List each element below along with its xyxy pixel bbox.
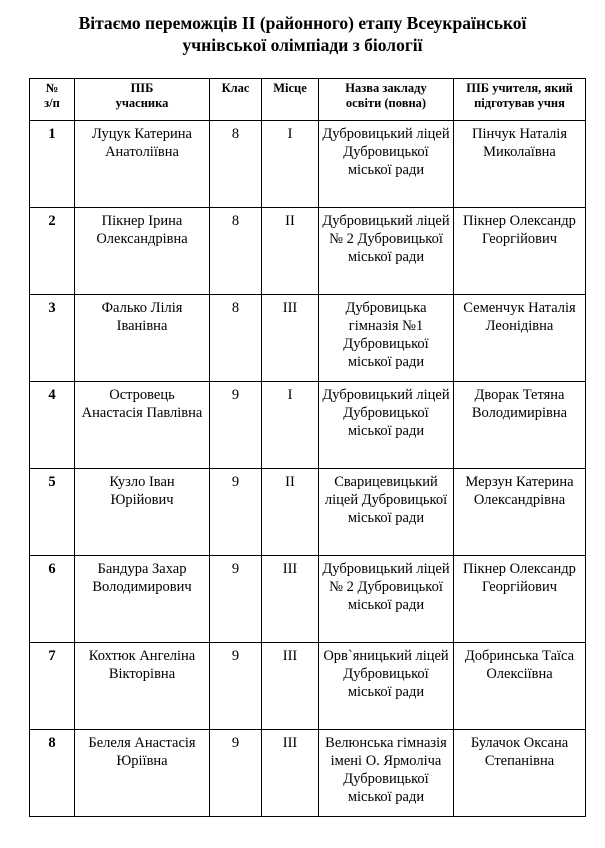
table-row xyxy=(30,121,586,208)
student-name: Белеля Анастасія Юріївна xyxy=(75,730,210,817)
place-cell: ІІ xyxy=(262,469,319,556)
row-number: 1 xyxy=(30,121,75,208)
header-name xyxy=(75,79,210,121)
place-cell: ІІІ xyxy=(262,643,319,730)
page-title xyxy=(0,12,605,56)
grade-cell: 9 xyxy=(210,643,262,730)
teacher-cell: Добринська Таїса Олексіївна xyxy=(454,643,586,730)
school-cell: Дубровицький ліцей Дубровицької міської ради xyxy=(319,121,454,208)
teacher-cell: Семенчук Наталія Леонідівна xyxy=(454,295,586,382)
header-number-line2: з/п xyxy=(44,96,60,110)
school-cell: Сварицевицький ліцей Дубровицької міської ради xyxy=(319,469,454,556)
table-header-row xyxy=(30,79,586,121)
header-school-line1: Назва закладу xyxy=(345,81,427,95)
table-row xyxy=(30,730,586,817)
table-row xyxy=(30,208,586,295)
grade-cell: 9 xyxy=(210,556,262,643)
header-teacher-line1: ПІБ учителя, який xyxy=(466,81,573,95)
place-cell: ІІ xyxy=(262,208,319,295)
place-cell: ІІІ xyxy=(262,295,319,382)
teacher-cell: Дворак Тетяна Володимирівна xyxy=(454,382,586,469)
row-number: 4 xyxy=(30,382,75,469)
school-cell: Дубровицький ліцей № 2 Дубровицької міської ради xyxy=(319,556,454,643)
grade-cell: 8 xyxy=(210,121,262,208)
table-row xyxy=(30,556,586,643)
table-row xyxy=(30,295,586,382)
school-cell: Дубровицький ліцей № 2 Дубровицької міської ради xyxy=(319,208,454,295)
place-cell: І xyxy=(262,121,319,208)
school-cell: Велюнська гімназія імені О. Ярмоліча Дубровицької міської ради xyxy=(319,730,454,817)
row-number: 8 xyxy=(30,730,75,817)
row-number: 2 xyxy=(30,208,75,295)
winners-table xyxy=(29,78,586,817)
student-name: Луцук Катерина Анатоліївна xyxy=(75,121,210,208)
row-number: 6 xyxy=(30,556,75,643)
header-number xyxy=(30,79,75,121)
grade-cell: 8 xyxy=(210,295,262,382)
header-teacher xyxy=(454,79,586,121)
header-name-line1: ПІБ xyxy=(130,81,154,95)
header-school-line2: освіти (повна) xyxy=(345,96,427,110)
title-line-1: Вітаємо переможців ІІ (районного) етапу Всеукраїнської xyxy=(78,13,527,33)
teacher-cell: Мерзун Катерина Олександрівна xyxy=(454,469,586,556)
row-number: 7 xyxy=(30,643,75,730)
grade-cell: 9 xyxy=(210,469,262,556)
student-name: Кохтюк Ангеліна Вікторівна xyxy=(75,643,210,730)
student-name: Кузло Іван Юрійович xyxy=(75,469,210,556)
teacher-cell: Пікнер Олександр Георгійович xyxy=(454,556,586,643)
header-number-line1: № xyxy=(45,81,59,95)
header-place: Місце xyxy=(262,79,319,121)
header-school xyxy=(319,79,454,121)
table-row xyxy=(30,382,586,469)
student-name: Бандура Захар Володимирович xyxy=(75,556,210,643)
grade-cell: 8 xyxy=(210,208,262,295)
student-name: Фалько Лілія Іванівна xyxy=(75,295,210,382)
header-teacher-line2: підготував учня xyxy=(474,96,565,110)
student-name: Островець Анастасія Павлівна xyxy=(75,382,210,469)
row-number: 3 xyxy=(30,295,75,382)
school-cell: Дубровицька гімназія №1 Дубровицької міської ради xyxy=(319,295,454,382)
place-cell: І xyxy=(262,382,319,469)
place-cell: ІІІ xyxy=(262,556,319,643)
header-name-line2: учасника xyxy=(115,96,169,110)
teacher-cell: Пінчук Наталія Миколаївна xyxy=(454,121,586,208)
teacher-cell: Булачок Оксана Степанівна xyxy=(454,730,586,817)
table-row xyxy=(30,643,586,730)
student-name: Пікнер Ірина Олександрівна xyxy=(75,208,210,295)
school-cell: Дубровицький ліцей Дубровицької міської ради xyxy=(319,382,454,469)
title-line-2: учнівської олімпіади з біології xyxy=(182,35,423,55)
grade-cell: 9 xyxy=(210,730,262,817)
teacher-cell: Пікнер Олександр Георгійович xyxy=(454,208,586,295)
header-grade: Клас xyxy=(210,79,262,121)
row-number: 5 xyxy=(30,469,75,556)
school-cell: Орв`яницький ліцей Дубровицької міської ради xyxy=(319,643,454,730)
grade-cell: 9 xyxy=(210,382,262,469)
table-row xyxy=(30,469,586,556)
place-cell: ІІІ xyxy=(262,730,319,817)
